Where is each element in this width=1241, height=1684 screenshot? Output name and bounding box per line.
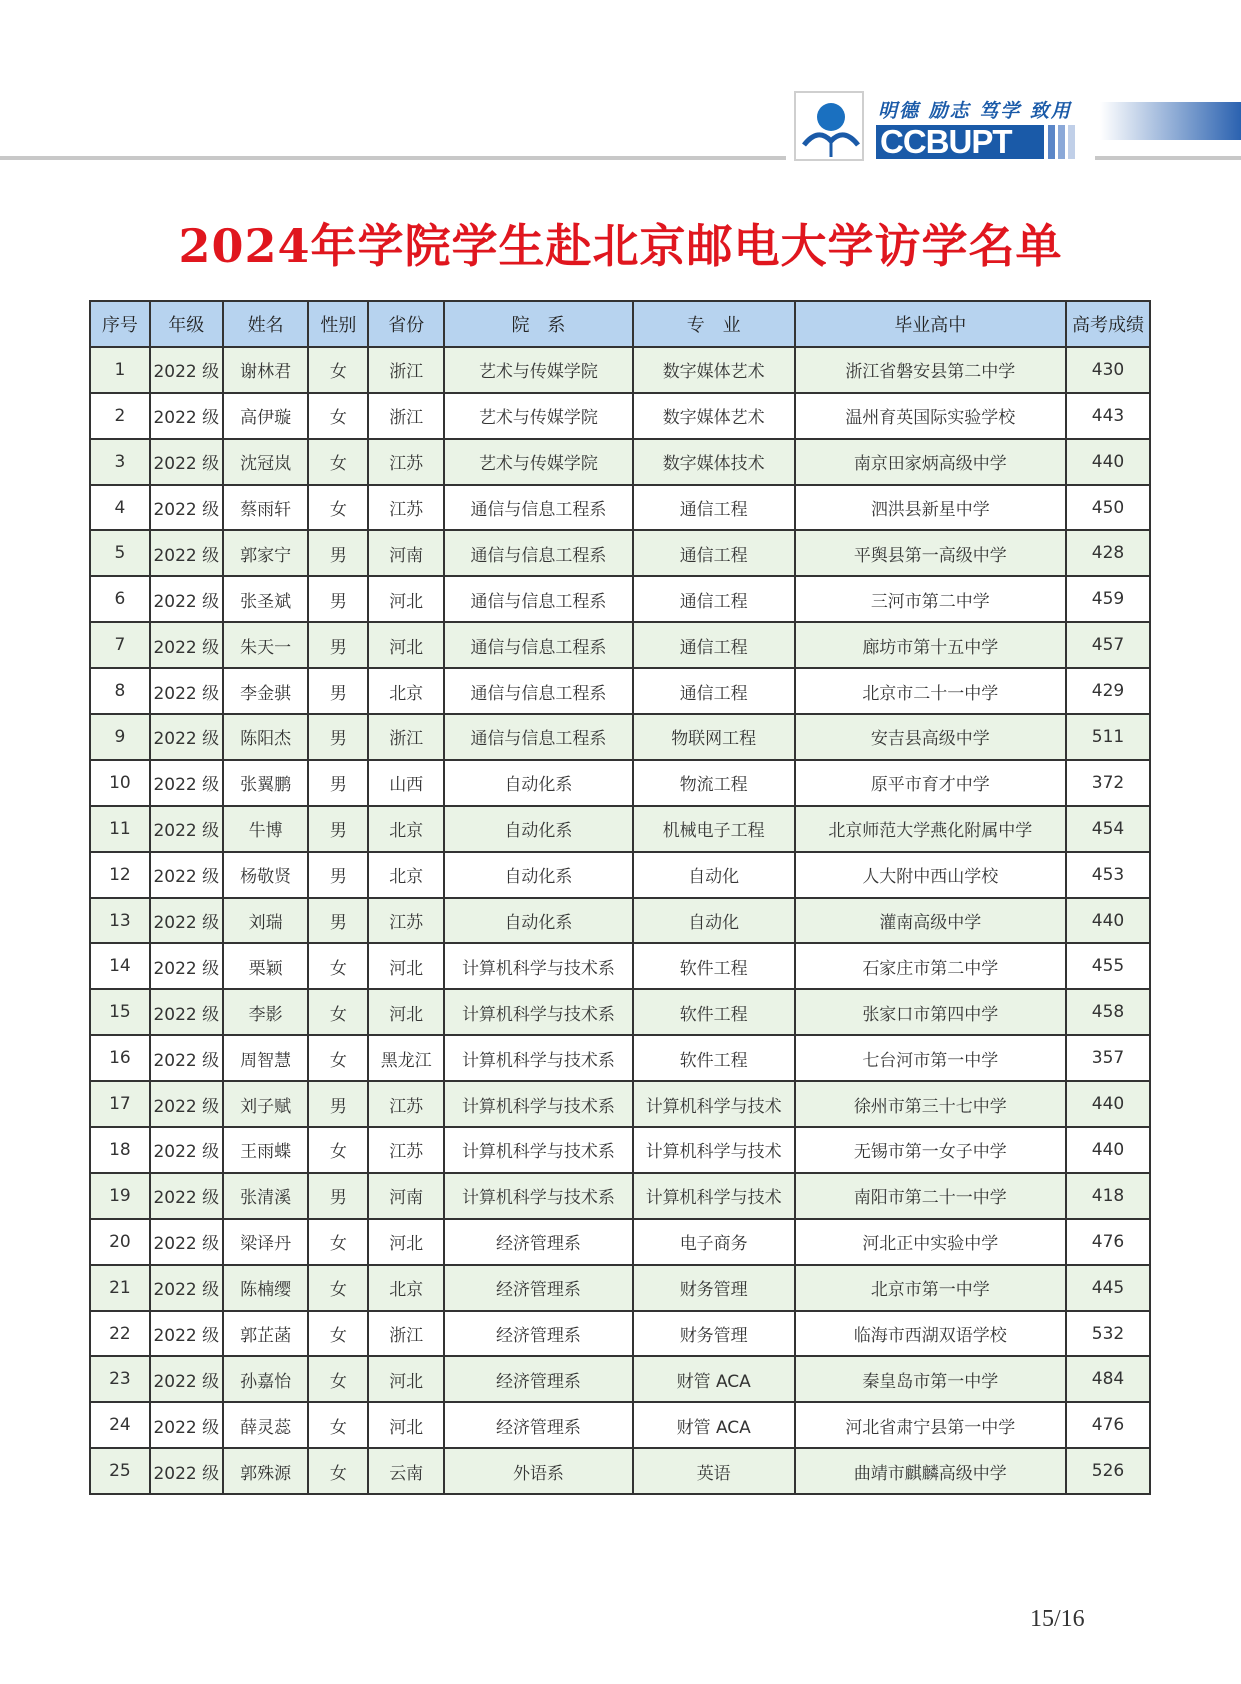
cell-department: 计算机科学与技术系 [444, 989, 633, 1035]
cell-name: 周智慧 [223, 1035, 309, 1081]
cell-score: 526 [1066, 1448, 1150, 1494]
cell-grade: 2022 级 [150, 485, 223, 531]
cell-seq: 9 [90, 714, 150, 760]
cell-grade: 2022 级 [150, 1448, 223, 1494]
cell-gender: 男 [308, 530, 368, 576]
table-row [90, 806, 1150, 852]
cell-grade: 2022 级 [150, 1402, 223, 1448]
cell-score: 450 [1066, 485, 1150, 531]
cell-gender: 男 [308, 806, 368, 852]
cell-high-school: 北京市二十一中学 [795, 668, 1066, 714]
cell-province: 河北 [368, 576, 444, 622]
table-row [90, 485, 1150, 531]
cell-department: 计算机科学与技术系 [444, 1173, 633, 1219]
cell-gender: 女 [308, 1265, 368, 1311]
cell-grade: 2022 级 [150, 1311, 223, 1357]
cell-grade: 2022 级 [150, 622, 223, 668]
header-rule [0, 156, 786, 160]
cell-seq: 5 [90, 530, 150, 576]
header-rule-right [1095, 156, 1241, 160]
cell-gender: 女 [308, 1035, 368, 1081]
cell-seq: 24 [90, 1402, 150, 1448]
cell-province: 河北 [368, 1219, 444, 1265]
cell-high-school: 北京师范大学燕化附属中学 [795, 806, 1066, 852]
cell-grade: 2022 级 [150, 1219, 223, 1265]
cell-grade: 2022 级 [150, 1127, 223, 1173]
cell-name: 王雨蝶 [223, 1127, 309, 1173]
cell-gender: 男 [308, 760, 368, 806]
cell-score: 440 [1066, 1127, 1150, 1173]
table-row [90, 622, 1150, 668]
table-row [90, 393, 1150, 439]
table-row [90, 1173, 1150, 1219]
student-list-table [89, 300, 1151, 1495]
cell-major: 财务管理 [633, 1265, 795, 1311]
cell-seq: 2 [90, 393, 150, 439]
table-row [90, 1402, 1150, 1448]
cell-score: 445 [1066, 1265, 1150, 1311]
cell-high-school: 南京田家炳高级中学 [795, 439, 1066, 485]
cell-grade: 2022 级 [150, 1265, 223, 1311]
cell-seq: 20 [90, 1219, 150, 1265]
cell-name: 高伊璇 [223, 393, 309, 439]
page-number: 15/16 [1030, 1606, 1085, 1632]
cell-score: 440 [1066, 898, 1150, 944]
cell-major: 电子商务 [633, 1219, 795, 1265]
cell-major: 自动化 [633, 898, 795, 944]
cell-province: 河北 [368, 989, 444, 1035]
cell-grade: 2022 级 [150, 439, 223, 485]
cell-major: 软件工程 [633, 1035, 795, 1081]
cell-province: 北京 [368, 668, 444, 714]
cell-score: 429 [1066, 668, 1150, 714]
column-header-seq: 序号 [90, 301, 150, 347]
table-row [90, 1035, 1150, 1081]
cell-score: 457 [1066, 622, 1150, 668]
cell-major: 数字媒体技术 [633, 439, 795, 485]
table-row [90, 668, 1150, 714]
school-motto: 明德 励志 笃学 致用 [878, 100, 1072, 122]
cell-grade: 2022 级 [150, 1081, 223, 1127]
logo-bars [1048, 125, 1075, 159]
cell-high-school: 平舆县第一高级中学 [795, 530, 1066, 576]
column-header-gender: 性别 [308, 301, 368, 347]
cell-gender: 女 [308, 1219, 368, 1265]
cell-grade: 2022 级 [150, 943, 223, 989]
cell-name: 蔡雨轩 [223, 485, 309, 531]
cell-seq: 4 [90, 485, 150, 531]
cell-seq: 15 [90, 989, 150, 1035]
cell-gender: 女 [308, 1448, 368, 1494]
cell-grade: 2022 级 [150, 806, 223, 852]
cell-seq: 19 [90, 1173, 150, 1219]
cell-name: 牛博 [223, 806, 309, 852]
table-row [90, 989, 1150, 1035]
cell-score: 430 [1066, 347, 1150, 393]
cell-grade: 2022 级 [150, 1035, 223, 1081]
cell-high-school: 南阳市第二十一中学 [795, 1173, 1066, 1219]
cell-province: 河南 [368, 530, 444, 576]
cell-name: 刘子赋 [223, 1081, 309, 1127]
cell-province: 河南 [368, 1173, 444, 1219]
table-row [90, 530, 1150, 576]
table-row [90, 439, 1150, 485]
cell-high-school: 浙江省磐安县第二中学 [795, 347, 1066, 393]
cell-grade: 2022 级 [150, 989, 223, 1035]
cell-province: 河北 [368, 622, 444, 668]
cell-gender: 女 [308, 439, 368, 485]
column-header-grade: 年级 [150, 301, 223, 347]
cell-name: 梁译丹 [223, 1219, 309, 1265]
cell-seq: 25 [90, 1448, 150, 1494]
cell-name: 沈冠岚 [223, 439, 309, 485]
column-header-score: 高考成绩 [1066, 301, 1150, 347]
cell-gender: 女 [308, 1127, 368, 1173]
cell-major: 通信工程 [633, 622, 795, 668]
cell-department: 艺术与传媒学院 [444, 347, 633, 393]
cell-high-school: 河北省肃宁县第一中学 [795, 1402, 1066, 1448]
cell-province: 浙江 [368, 347, 444, 393]
cell-gender: 男 [308, 1173, 368, 1219]
cell-department: 通信与信息工程系 [444, 530, 633, 576]
cell-department: 自动化系 [444, 760, 633, 806]
cell-high-school: 七台河市第一中学 [795, 1035, 1066, 1081]
cell-department: 计算机科学与技术系 [444, 1081, 633, 1127]
cell-seq: 11 [90, 806, 150, 852]
cell-gender: 女 [308, 393, 368, 439]
column-header-department: 院 系 [444, 301, 633, 347]
cell-name: 张清溪 [223, 1173, 309, 1219]
cell-high-school: 廊坊市第十五中学 [795, 622, 1066, 668]
cell-score: 532 [1066, 1311, 1150, 1357]
cell-seq: 13 [90, 898, 150, 944]
cell-seq: 21 [90, 1265, 150, 1311]
cell-gender: 男 [308, 898, 368, 944]
cell-province: 浙江 [368, 1311, 444, 1357]
cell-score: 372 [1066, 760, 1150, 806]
cell-high-school: 安吉县高级中学 [795, 714, 1066, 760]
column-header-major: 专 业 [633, 301, 795, 347]
cell-gender: 男 [308, 622, 368, 668]
cell-grade: 2022 级 [150, 347, 223, 393]
cell-score: 357 [1066, 1035, 1150, 1081]
column-header-high-school: 毕业高中 [795, 301, 1066, 347]
cell-score: 418 [1066, 1173, 1150, 1219]
cell-major: 数字媒体艺术 [633, 347, 795, 393]
cell-department: 经济管理系 [444, 1265, 633, 1311]
cell-score: 440 [1066, 439, 1150, 485]
cell-province: 江苏 [368, 439, 444, 485]
column-header-province: 省份 [368, 301, 444, 347]
brand-logo-text: CCBUPT [876, 125, 1044, 159]
cell-seq: 12 [90, 852, 150, 898]
cell-major: 计算机科学与技术 [633, 1081, 795, 1127]
cell-gender: 女 [308, 1311, 368, 1357]
cell-score: 453 [1066, 852, 1150, 898]
cell-major: 通信工程 [633, 576, 795, 622]
cell-gender: 男 [308, 1081, 368, 1127]
cell-province: 北京 [368, 806, 444, 852]
table-row [90, 1127, 1150, 1173]
cell-grade: 2022 级 [150, 576, 223, 622]
table-row [90, 943, 1150, 989]
cell-major: 通信工程 [633, 485, 795, 531]
cell-name: 张翼鹏 [223, 760, 309, 806]
cell-major: 机械电子工程 [633, 806, 795, 852]
cell-department: 计算机科学与技术系 [444, 1127, 633, 1173]
cell-high-school: 灌南高级中学 [795, 898, 1066, 944]
cell-name: 郭殊源 [223, 1448, 309, 1494]
cell-major: 软件工程 [633, 943, 795, 989]
cell-department: 通信与信息工程系 [444, 668, 633, 714]
cell-major: 财管 ACA [633, 1402, 795, 1448]
cell-grade: 2022 级 [150, 1356, 223, 1402]
cell-score: 459 [1066, 576, 1150, 622]
cell-high-school: 临海市西湖双语学校 [795, 1311, 1066, 1357]
table-row [90, 576, 1150, 622]
cell-score: 484 [1066, 1356, 1150, 1402]
cell-score: 511 [1066, 714, 1150, 760]
cell-high-school: 石家庄市第二中学 [795, 943, 1066, 989]
table-row [90, 852, 1150, 898]
cell-department: 自动化系 [444, 852, 633, 898]
table-row [90, 1356, 1150, 1402]
cell-score: 455 [1066, 943, 1150, 989]
person-book-icon [800, 97, 862, 159]
cell-major: 英语 [633, 1448, 795, 1494]
cell-score: 428 [1066, 530, 1150, 576]
cell-high-school: 曲靖市麒麟高级中学 [795, 1448, 1066, 1494]
cell-department: 计算机科学与技术系 [444, 943, 633, 989]
cell-gender: 男 [308, 576, 368, 622]
cell-department: 计算机科学与技术系 [444, 1035, 633, 1081]
cell-name: 张圣斌 [223, 576, 309, 622]
cell-name: 郭家宁 [223, 530, 309, 576]
cell-department: 经济管理系 [444, 1311, 633, 1357]
cell-department: 通信与信息工程系 [444, 576, 633, 622]
cell-high-school: 温州育英国际实验学校 [795, 393, 1066, 439]
cell-department: 艺术与传媒学院 [444, 439, 633, 485]
cell-province: 云南 [368, 1448, 444, 1494]
cell-high-school: 秦皇岛市第一中学 [795, 1356, 1066, 1402]
cell-score: 476 [1066, 1219, 1150, 1265]
cell-department: 经济管理系 [444, 1219, 633, 1265]
cell-name: 郭芷菡 [223, 1311, 309, 1357]
cell-grade: 2022 级 [150, 760, 223, 806]
cell-high-school: 原平市育才中学 [795, 760, 1066, 806]
cell-high-school: 徐州市第三十七中学 [795, 1081, 1066, 1127]
cell-score: 454 [1066, 806, 1150, 852]
header-gradient-bar [1100, 102, 1241, 140]
cell-grade: 2022 级 [150, 1173, 223, 1219]
cell-province: 河北 [368, 1356, 444, 1402]
cell-name: 谢林君 [223, 347, 309, 393]
cell-gender: 女 [308, 943, 368, 989]
cell-major: 计算机科学与技术 [633, 1173, 795, 1219]
cell-name: 杨敬贤 [223, 852, 309, 898]
cell-province: 浙江 [368, 714, 444, 760]
cell-name: 薛灵蕊 [223, 1402, 309, 1448]
cell-seq: 17 [90, 1081, 150, 1127]
page-title: 2024年学院学生赴北京邮电大学访学名单 [178, 219, 1063, 273]
table-row [90, 1311, 1150, 1357]
cell-seq: 6 [90, 576, 150, 622]
table-row [90, 714, 1150, 760]
cell-gender: 女 [308, 989, 368, 1035]
cell-name: 李影 [223, 989, 309, 1035]
cell-major: 物流工程 [633, 760, 795, 806]
cell-score: 443 [1066, 393, 1150, 439]
cell-name: 刘瑞 [223, 898, 309, 944]
logo-emblem [794, 91, 864, 161]
cell-seq: 14 [90, 943, 150, 989]
cell-province: 北京 [368, 1265, 444, 1311]
cell-major: 数字媒体艺术 [633, 393, 795, 439]
cell-seq: 8 [90, 668, 150, 714]
cell-seq: 22 [90, 1311, 150, 1357]
cell-grade: 2022 级 [150, 530, 223, 576]
cell-score: 458 [1066, 989, 1150, 1035]
table-row [90, 1081, 1150, 1127]
cell-gender: 女 [308, 1402, 368, 1448]
cell-province: 江苏 [368, 1127, 444, 1173]
cell-department: 自动化系 [444, 898, 633, 944]
cell-major: 财管 ACA [633, 1356, 795, 1402]
cell-seq: 16 [90, 1035, 150, 1081]
cell-department: 艺术与传媒学院 [444, 393, 633, 439]
cell-gender: 男 [308, 852, 368, 898]
cell-name: 孙嘉怡 [223, 1356, 309, 1402]
table-row [90, 898, 1150, 944]
cell-province: 江苏 [368, 898, 444, 944]
column-header-name: 姓名 [223, 301, 309, 347]
cell-grade: 2022 级 [150, 668, 223, 714]
table-row [90, 1265, 1150, 1311]
cell-province: 黑龙江 [368, 1035, 444, 1081]
cell-gender: 女 [308, 485, 368, 531]
cell-name: 陈楠缨 [223, 1265, 309, 1311]
cell-province: 江苏 [368, 1081, 444, 1127]
cell-high-school: 人大附中西山学校 [795, 852, 1066, 898]
cell-name: 李金骐 [223, 668, 309, 714]
cell-gender: 男 [308, 714, 368, 760]
cell-department: 经济管理系 [444, 1402, 633, 1448]
cell-grade: 2022 级 [150, 714, 223, 760]
cell-department: 自动化系 [444, 806, 633, 852]
cell-province: 北京 [368, 852, 444, 898]
table-row [90, 760, 1150, 806]
cell-seq: 3 [90, 439, 150, 485]
cell-high-school: 河北正中实验中学 [795, 1219, 1066, 1265]
cell-score: 440 [1066, 1081, 1150, 1127]
cell-high-school: 三河市第二中学 [795, 576, 1066, 622]
cell-gender: 男 [308, 668, 368, 714]
cell-province: 浙江 [368, 393, 444, 439]
table-header-row [90, 301, 1150, 347]
cell-department: 通信与信息工程系 [444, 485, 633, 531]
cell-grade: 2022 级 [150, 898, 223, 944]
cell-department: 通信与信息工程系 [444, 714, 633, 760]
cell-major: 自动化 [633, 852, 795, 898]
cell-gender: 女 [308, 347, 368, 393]
cell-department: 经济管理系 [444, 1356, 633, 1402]
table-row [90, 1448, 1150, 1494]
cell-seq: 23 [90, 1356, 150, 1402]
cell-province: 河北 [368, 1402, 444, 1448]
cell-major: 软件工程 [633, 989, 795, 1035]
cell-major: 计算机科学与技术 [633, 1127, 795, 1173]
cell-grade: 2022 级 [150, 852, 223, 898]
cell-high-school: 无锡市第一女子中学 [795, 1127, 1066, 1173]
cell-gender: 女 [308, 1356, 368, 1402]
cell-high-school: 泗洪县新星中学 [795, 485, 1066, 531]
cell-major: 通信工程 [633, 668, 795, 714]
cell-name: 栗颖 [223, 943, 309, 989]
table-row [90, 1219, 1150, 1265]
cell-seq: 7 [90, 622, 150, 668]
cell-province: 江苏 [368, 485, 444, 531]
cell-department: 通信与信息工程系 [444, 622, 633, 668]
cell-province: 山西 [368, 760, 444, 806]
cell-seq: 10 [90, 760, 150, 806]
cell-major: 通信工程 [633, 530, 795, 576]
cell-seq: 18 [90, 1127, 150, 1173]
cell-name: 朱天一 [223, 622, 309, 668]
cell-high-school: 张家口市第四中学 [795, 989, 1066, 1035]
cell-seq: 1 [90, 347, 150, 393]
table-row [90, 347, 1150, 393]
cell-score: 476 [1066, 1402, 1150, 1448]
cell-grade: 2022 级 [150, 393, 223, 439]
cell-major: 财务管理 [633, 1311, 795, 1357]
cell-name: 陈阳杰 [223, 714, 309, 760]
cell-department: 外语系 [444, 1448, 633, 1494]
cell-major: 物联网工程 [633, 714, 795, 760]
cell-high-school: 北京市第一中学 [795, 1265, 1066, 1311]
cell-province: 河北 [368, 943, 444, 989]
